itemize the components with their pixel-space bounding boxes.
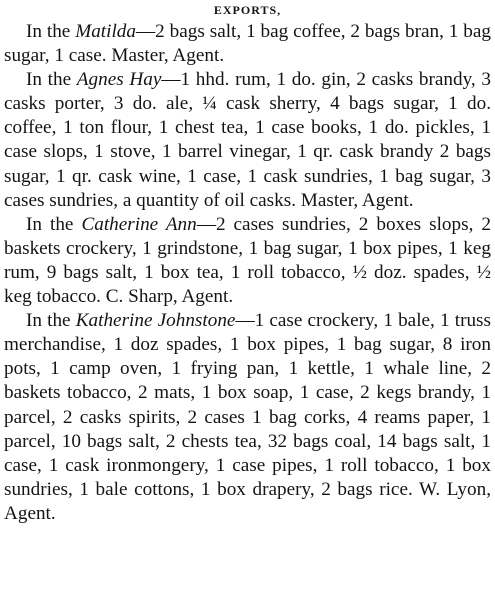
section-heading: EXPORTS,	[213, 3, 282, 17]
entry-cargo-text: —1 case crockery, 1 bale, 1 truss merchandise, 1 doz spades, 1 box pipes, 1 bag sugar, 8 iron pots, 1 camp oven, 1 frying pan, 1 kettle, 1 whale line, 2 baskets tobacco, 2 mats, 1 box soap, 1 case, 2 kegs brandy, 1 parcel, 2 casks spirits, 2 cases 1 bag corks, 4 reams paper, 1 parcel, 10 bags salt, 2 chests tea, 32 bags coal, 14 bags salt, 1 case, 1 cask ironmongery, 1 case pipes, 1 roll tobacco, 1 box sundries, 1 bale cottons, 1 box drapery, 2 bags rice. W. Lyon, Agent.	[4, 310, 491, 524]
export-entry-agnes-hay	[4, 68, 491, 213]
entry-cargo-text: —2 bags salt, 1 bag coffee, 2 bags bran, 1 bag sugar, 1 case. Master, Agent.	[4, 21, 491, 67]
exports-column	[4, 2, 491, 526]
entry-prefix: In the	[26, 21, 76, 42]
ship-name: Matilda	[75, 21, 136, 42]
ship-name: Agnes Hay	[76, 69, 162, 91]
export-entry-matilda	[4, 20, 491, 68]
ship-name: Catherine Ann	[81, 213, 197, 235]
export-entry-katherine-johnstone	[4, 309, 491, 526]
export-entry-catherine-ann	[4, 213, 491, 309]
entry-cargo-text: —2 cases sundries, 2 boxes slops, 2 baskets crockery, 1 grindstone, 1 bag sugar, 1 box pipes, 1 keg rum, 9 bags salt, 1 box tea, 1 roll tobacco, ½ doz. spades, ½ keg tobacco. C. Sharp, Agent.	[4, 213, 491, 308]
entry-prefix: In the	[26, 69, 77, 91]
entry-prefix: In the	[26, 213, 82, 235]
entry-cargo-text: —1 hhd. rum, 1 do. gin, 2 casks brandy, 3 casks porter, 3 do. ale, ¼ cask sherry, 4 bags sugar, 1 do. coffee, 1 ton flour, 1 chest tea, 1 case books, 1 do. pickles, 1 case slops, 1 stove, 1 barrel vinegar, 1 qr. cask brandy 2 bags sugar, 1 qr. cask wine, 1 case, 1 cask sundries, 1 bag sugar, 3 cases sundries, a quantity of oil casks. Master, Agent.	[4, 69, 491, 211]
entry-prefix: In the	[26, 310, 76, 332]
ship-name: Katherine Johnstone	[75, 310, 236, 332]
